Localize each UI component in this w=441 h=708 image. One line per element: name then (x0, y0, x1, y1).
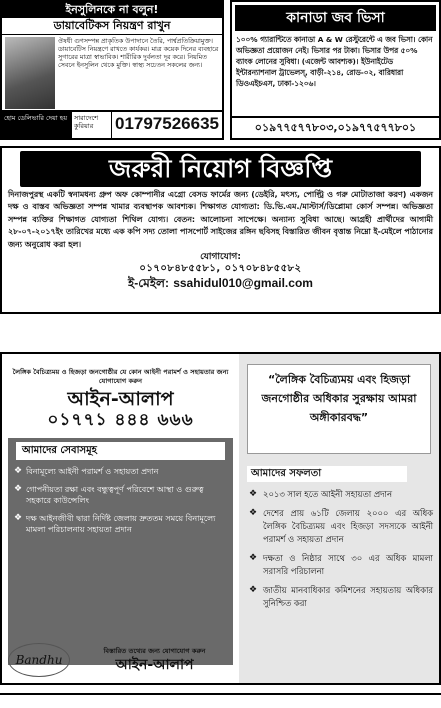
ad-legal-foot-brand: আইন-আলাপ (115, 657, 194, 673)
ad-legal-intro: লৈঙ্গিক বৈচিত্র্যময় ও হিজড়া জনগোষ্ঠীর যে কোন আইনী পরামর্শ ও সহায়তার জন্য যোগাযোগ করুন (12, 368, 229, 385)
ad-diabetes-body: ঔষধী গুণসম্পন্ন প্রাকৃতিক উপাদানে তৈরি, পার্শ্বপ্রতিক্রিয়ামুক্ত। ডায়াবেটিস নিয়ন্ত্রণে রাখতে কার্যকর। মাত্র কয়েক দিনের ব্যবহারে সুগারের মাত্রা স্বাভাবিক। শারীরিক দুর্বলতা দূর করে। নিয়মিত সেবনে ইনসুলিন থেকে মুক্তি। স্বাস্থ্য সচেতন সকলের জন্য। (58, 37, 219, 69)
bullet-icon: ❖ (14, 513, 23, 523)
ad-legal-phone: ০১৭৭১ ৪৪৪ ৬৬৬ (47, 410, 194, 430)
service-text: গোপনীয়তা রক্ষা এবং বন্ধুত্বপূর্ণ পরিবেশে আস্থা ও গুরুত্ব সহকারে কাউন্সেলিং (26, 485, 204, 505)
ad-job-body: দিনাজপুরস্থ একটি স্বনামধন্য গ্রুপ অফ কোম্পানীর এগ্রো বেসড ফার্মের জন্য (ডেইরি, মৎস্য, পোল্ট্রি ও গরু মোটাতাজা করণ) একজন দক্ষ ও বাস্তব অভিজ্ঞতা সম্পন্ন খামার ব্যবস্থাপক আবশ্যক। শিক্ষাগত যোগ্যতা: ডি.ভি.এম./মাস্টার্স/ডিপ্লোমা কোর্স সম্পন্ন। অভিজ্ঞতা সম্পন্ন ব্যক্তির শিক্ষাগত যোগ্যতা শিথিল যোগ্য। বেতন: আলোচনা সাপেক্ষে। অন্যান্য সুবিধা আছে। আগ্রহী প্রার্থীদের আগামী ২৮-০৭-২০১৭ইং তারিখের মধ্যে এক কপি সদ্য তোলা পাসপোর্ট সাইজের রঙ্গিন ছবিসহ বিস্তারিত জীবন বৃত্তান্ত নিম্নো ই-মেইলে পাঠানোর জন্য অনুরোধ করা হল। (8, 190, 434, 249)
list-item (12, 484, 227, 506)
list-item (12, 513, 227, 535)
success-title: আমাদের সফলতা (247, 466, 407, 482)
product-photo (5, 37, 55, 109)
ad-diabetes-foot-left: হোম ডেলিভারি দেয়া হয় (2, 112, 72, 138)
success-text: দক্ষতা ও নিষ্ঠার সাথে ৩০ এর অধিক মামলা সরাসরি পরিচালনা (263, 553, 433, 576)
bullet-icon: ❖ (14, 484, 23, 494)
ad-canada-headline: কানাডা জব ভিসা (235, 5, 436, 31)
service-text: বিনামূল্যে আইনী পরামর্শ ও সহায়তা প্রদান (26, 467, 159, 476)
bullet-icon: ❖ (249, 585, 258, 595)
service-text: দক্ষ আইনজীবী দ্বারা নির্দিষ্ট জেলায় দ্রুততম সময়ে বিনামূল্যে মামলা পরিচালনায় সহায়তা প্রদান (26, 514, 216, 534)
ad-job-email[interactable]: ssahidul010@gmail.com (173, 276, 313, 291)
ad-diabetes-phone: 01797526635 (114, 114, 219, 133)
ad-diabetes-headline-1: ইনসুলিনকে না বলুন! (2, 2, 222, 18)
list-item (12, 466, 227, 477)
ad-job-contact-label: যোগাযোগ: (200, 252, 241, 263)
ad-job-email-line (2, 275, 439, 291)
ad-job-headline: জরুরী নিয়োগ বিজ্ঞপ্তি (20, 151, 421, 187)
bandhu-logo: Bandhu (8, 643, 70, 677)
ad-diabetes (0, 0, 224, 140)
list-item (249, 584, 433, 610)
ad-canada-phone: ০১৯৭৭৫৭৭৮০৩,০১৯৭৭৫৭৭৮০১ (232, 116, 439, 138)
ad-diabetes-headline-2: ডায়াবেটিকস নিয়ন্ত্রণ রাখুন (2, 18, 222, 35)
ad-legal-footer (8, 641, 239, 679)
ad-legal-brand: আইন-আলাপ (67, 388, 174, 410)
bullet-icon: ❖ (14, 466, 23, 476)
bullet-icon: ❖ (249, 508, 258, 518)
ad-canada-body: ১০০% গ্যারান্টিতে কানাডা A & W রেস্টুরেন্টে এ জব ভিসা। কোন অভিজ্ঞতা প্রয়োজন নেই। ভিসার পর টাকা। ভিসার উপর ৫০% ব্যাংক লোনের সুবিধা। (এজেন্ট আবশ্যক)। ইউনাইটেড ইন্টারন্যাশনাল ট্রাভেলস্‌, বাড়ী-২১৪, রোড-০২, বারিধারা ডিওএইচএস, ঢাকা-১২০৬। (236, 35, 433, 88)
success-text: দেশের প্রায় ৬১টি জেলায় ২০০০ এর অধিক লৈঙ্গিক বৈচিত্র্যময় এবং হিজড়া সদস্যকে আইনী পরামর্শ ও সহায়তা প্রদান (263, 508, 433, 544)
ad-diabetes-foot-mid: সারাদেশে কুরিয়ার (72, 112, 112, 138)
list-item (249, 488, 433, 501)
page-divider (0, 693, 441, 695)
success-list (239, 482, 439, 610)
bullet-icon: ❖ (249, 489, 258, 499)
ad-job-email-label: ই-মেইল: (128, 276, 169, 291)
ad-job-phones: ০১৭০৮৪৮৫৫৮১, ০১৭০৮৪৮৫৫৮২ (139, 263, 302, 275)
ad-legal-foot-small: বিস্তারিত তথ্যের জন্য যোগাযোগ করুন (103, 647, 206, 655)
list-item (249, 507, 433, 546)
ad-legal-quote: “লৈঙ্গিক বৈচিত্র্যময় এবং হিজড়া জনগোষ্ঠীর অধিকার সুরক্ষায় আমরা অঙ্গীকারবদ্ধ” (247, 364, 431, 454)
services-title: আমাদের সেবাসমূহ (16, 442, 225, 460)
bullet-icon: ❖ (249, 553, 258, 563)
services-list (8, 456, 233, 535)
services-panel (8, 438, 233, 665)
ad-canada (230, 0, 441, 140)
ad-job (0, 146, 441, 314)
list-item (249, 552, 433, 578)
success-text: ২০১৩ সাল হতে আইনী সহায়তা প্রদান (263, 489, 392, 499)
success-text: জাতীয় মানবাধিকার কমিশনের সহায়তায় অধিকার সুনিশ্চিত করা (263, 585, 433, 608)
ad-legal-right (239, 354, 439, 683)
ad-legal-left (2, 354, 239, 683)
ad-legal (0, 352, 441, 685)
